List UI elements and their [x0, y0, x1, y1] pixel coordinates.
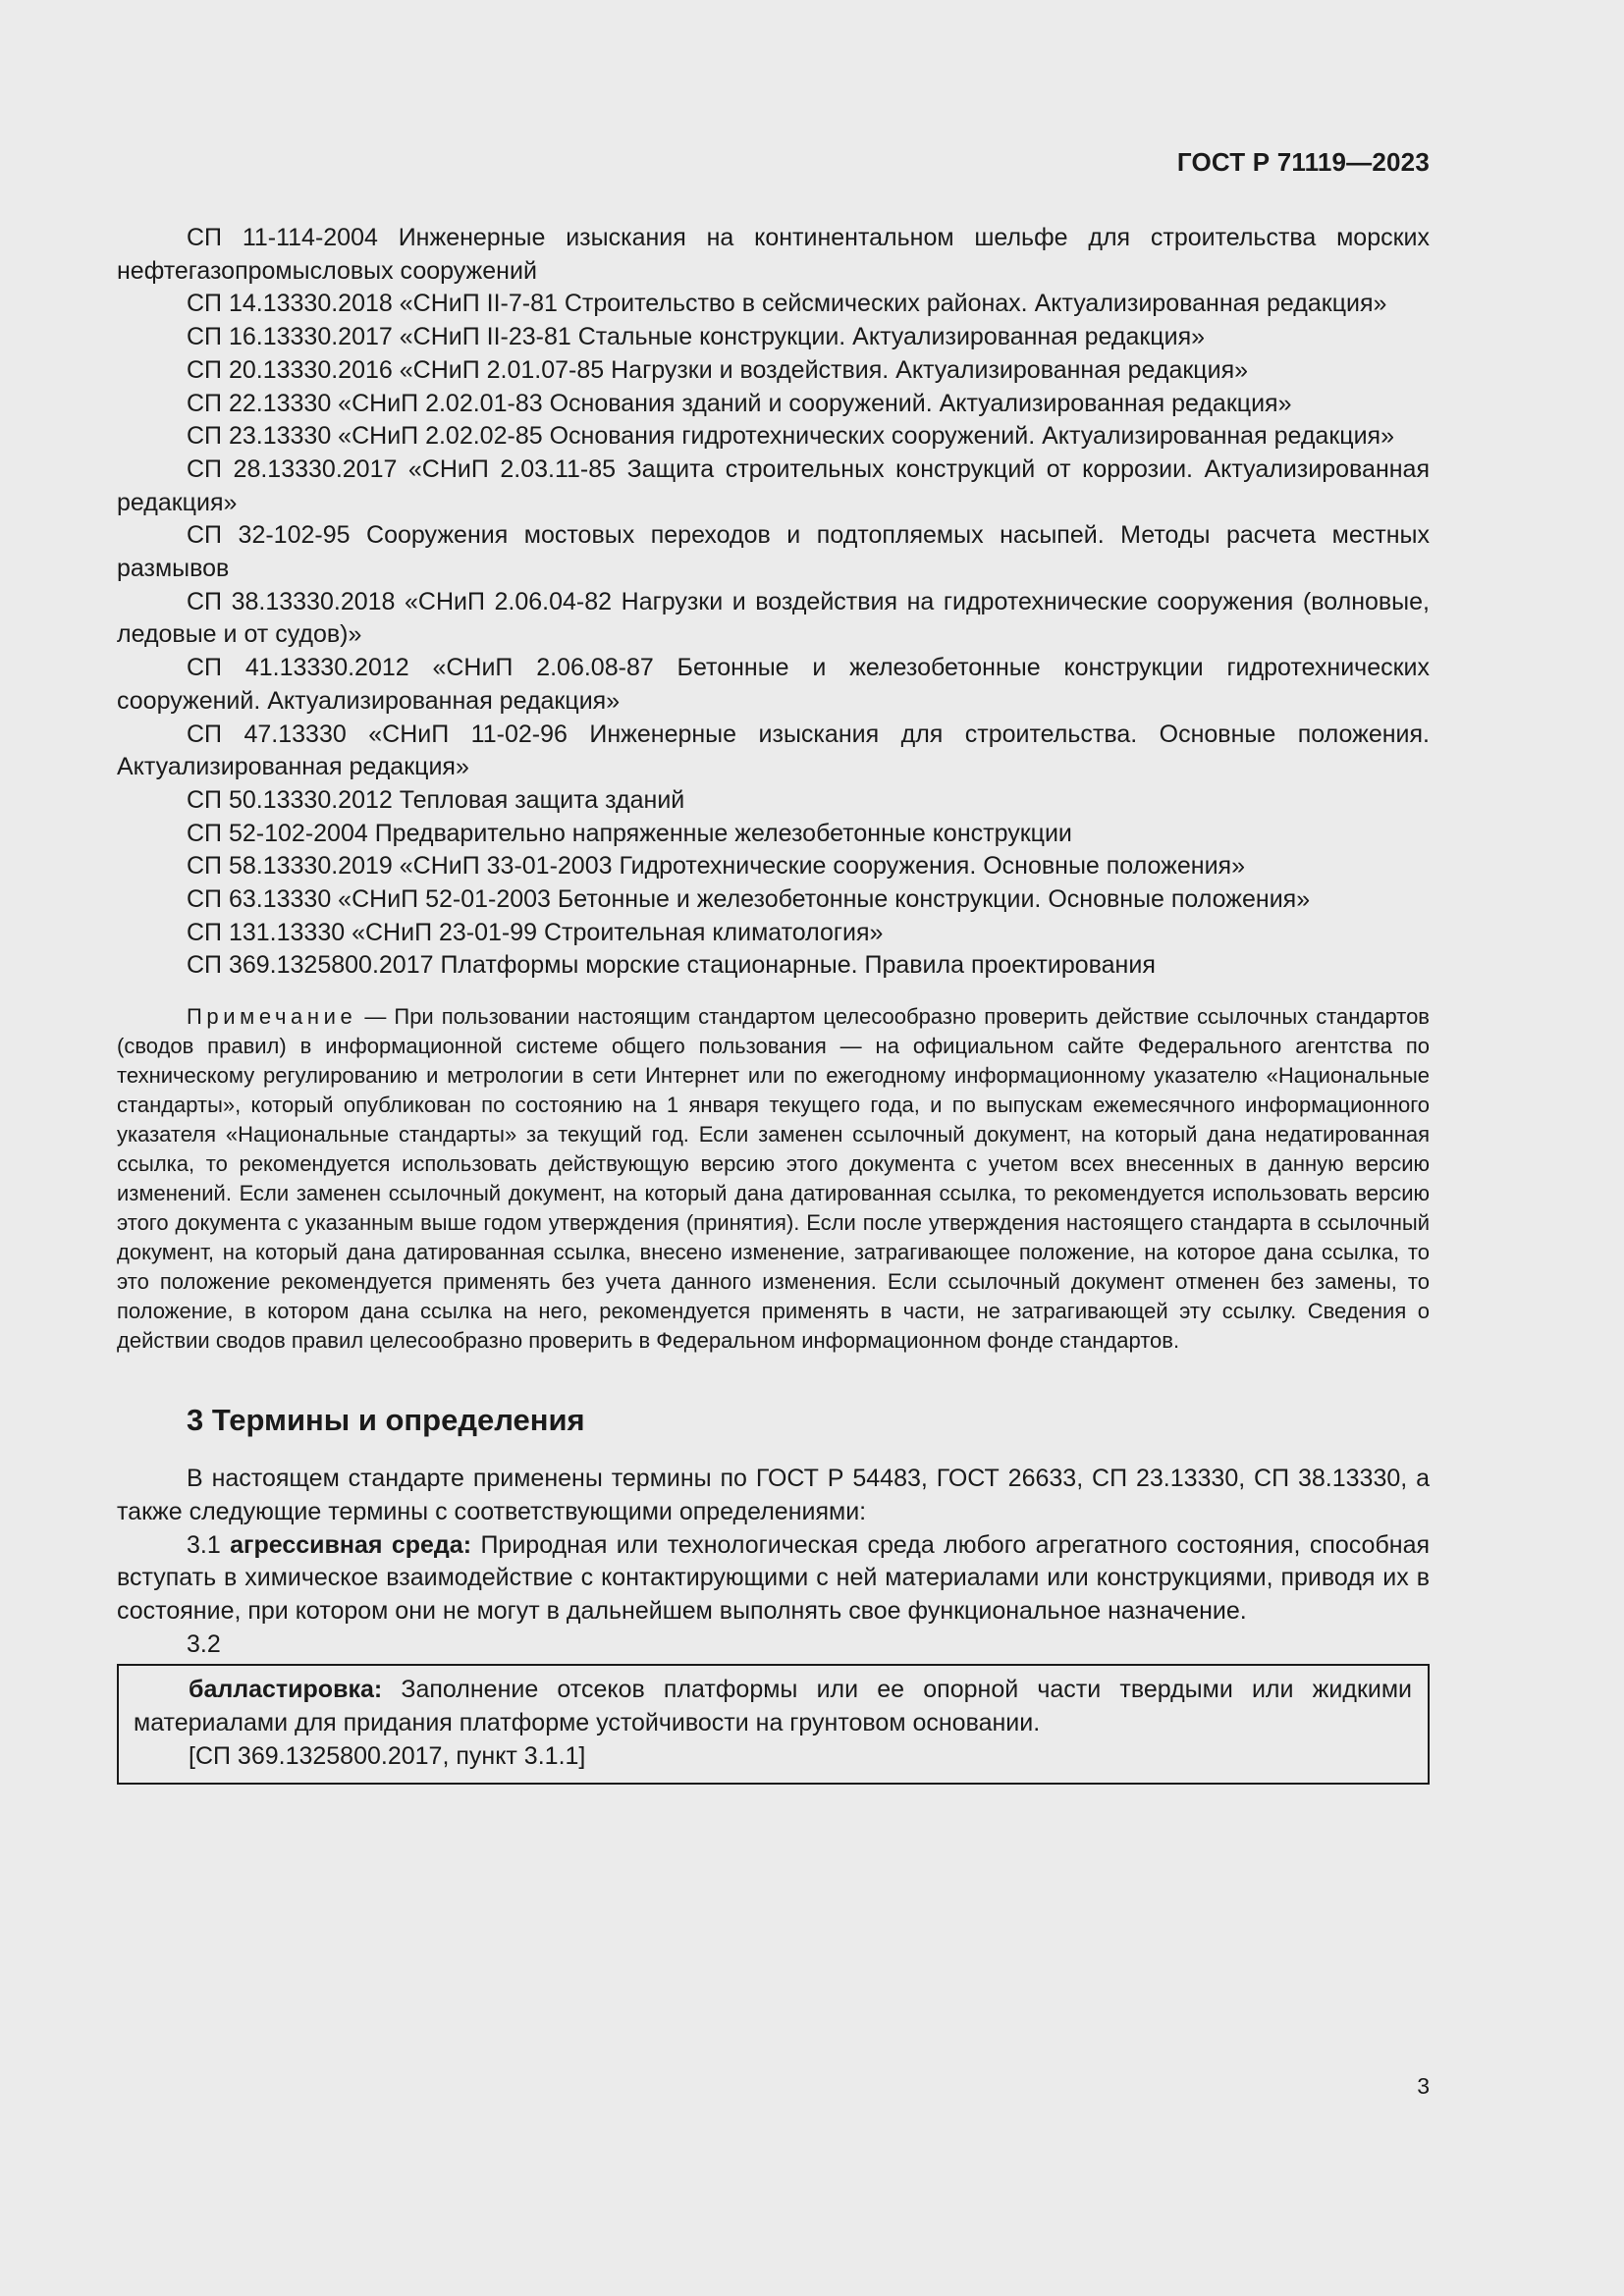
note-text: — При пользовании настоящим стандартом целесообразно проверить действие ссылочных стандартов (сводов правил) в информационной системе общего пользования — на официальном сайте Федерального агентства по техническому регулированию и метрологии в сети Интернет или по ежегодному информационному указателю «Национальные стандарты», который опубликован по состоянию на 1 января текущего года, и по выпускам ежемесячного информационного указателя «Национальные стандарты» за текущий год. Если заменен ссылочный документ, на который дана недатированная ссылка, то рекомендуется использовать действующую версию этого документа с учетом всех внесенных в данную версию изменений. Если заменен ссылочный документ, на который дана датированная ссылка, то рекомендуется использовать версию этого документа с указанным выше годом утверждения (принятия). Если после утверждения настоящего стандарта в ссылочный документ, на который дана датированная ссылка, внесено изменение, затрагивающее положение, на которое дана ссылка, то это положение рекомендуется применять без учета данного изменения. Если ссылочный документ отменен без замены, то положение, в котором дана ссылка на него, рекомендуется применять в части, не затрагивающей эту ссылку. Сведения о действии сводов правил целесообразно проверить в Федеральном информационном фонде стандартов. [117, 1004, 1430, 1354]
normative-references-list [117, 222, 1430, 983]
note-label: Примечание [187, 1004, 357, 1030]
reference-item: СП 16.13330.2017 «СНиП II-23-81 Стальные конструкции. Актуализированная редакция» [187, 323, 1206, 351]
reference-item: СП 52-102-2004 Предварительно напряженные железобетонные конструкции [187, 819, 1072, 847]
section-intro: В настоящем стандарте применены термины по ГОСТ Р 54483, ГОСТ 26633, СП 23.13330, СП 38.13330, а также следующие термины с соответствующими определениями: [117, 1465, 1430, 1525]
page-number: 3 [1417, 2073, 1430, 2099]
reference-item: СП 41.13330.2012 «СНиП 2.06.08-87 Бетонные и железобетонные конструкции гидротехнических сооружений. Актуализированная редакция» [117, 654, 1430, 715]
term-name: агрессивная среда: [230, 1530, 472, 1559]
section-title: 3 Термины и определения [187, 1403, 585, 1438]
reference-item: СП 32-102-95 Сооружения мостовых переходов и подтопляемых насыпей. Методы расчета местных размывов [117, 521, 1430, 583]
reference-item: СП 11-114-2004 Инженерные изыскания на континентальном шельфе для строительства морских нефтегазопромысловых сооружений [117, 224, 1430, 285]
term-3-2 [134, 1674, 1412, 1739]
reference-item: СП 23.13330 «СНиП 2.02.02-85 Основания гидротехнических сооружений. Актуализированная редакция» [187, 422, 1394, 451]
reference-item: СП 58.13330.2019 «СНиП 33-01-2003 Гидротехнические сооружения. Основные положения» [187, 852, 1245, 881]
note-paragraph [117, 1002, 1430, 1356]
term-definition: Природная или технологическая среда любого агрегатного состояния, способная вступать в химическое взаимодействие с контактирующими с ней материалами или конструкциями, приводя их в состояние, при котором они не могут в дальнейшем выполнять свое функциональное назначение. [117, 1530, 1431, 1625]
reference-item: СП 14.13330.2018 «СНиП II-7-81 Строительство в сейсмических районах. Актуализированная редакция» [187, 290, 1387, 318]
term-definition: Заполнение отсеков платформы или ее опорной части твердыми или жидкими материалами для придания платформе устойчивости на грунтовом основании. [134, 1676, 1412, 1737]
term-3-1 [117, 1529, 1430, 1629]
reference-item: СП 20.13330.2016 «СНиП 2.01.07-85 Нагрузки и воздействия. Актуализированная редакция» [187, 355, 1249, 384]
quoted-term-box [117, 1664, 1430, 1784]
reference-item: СП 63.13330 «СНиП 52-01-2003 Бетонные и железобетонные конструкции. Основные положения» [187, 885, 1311, 914]
term-number-3-2: 3.2 [187, 1629, 221, 1658]
document-header: ГОСТ Р 71119—2023 [1176, 147, 1430, 177]
reference-item: СП 22.13330 «СНиП 2.02.01-83 Основания зданий и сооружений. Актуализированная редакция» [187, 389, 1292, 417]
reference-item: СП 47.13330 «СНиП 11-02-96 Инженерные изыскания для строительства. Основные положения. Актуализированная редакция» [117, 720, 1430, 781]
terms-section [117, 1463, 1430, 1784]
reference-item: СП 38.13330.2018 «СНиП 2.06.04-82 Нагрузки и воздействия на гидротехнические сооружения (волновые, ледовые и от судов)» [117, 587, 1430, 649]
page-content [117, 222, 1430, 1785]
reference-item: СП 28.13330.2017 «СНиП 2.03.11-85 Защита строительных конструкций от коррозии. Актуализированная редакция» [117, 454, 1430, 516]
reference-item: СП 131.13330 «СНиП 23-01-99 Строительная климатология» [187, 918, 884, 946]
reference-item: СП 50.13330.2012 Тепловая защита зданий [187, 785, 685, 814]
term-number: 3.1 [187, 1530, 231, 1559]
term-name: балластировка: [189, 1676, 383, 1704]
term-source: [СП 369.1325800.2017, пункт 3.1.1] [189, 1741, 586, 1770]
reference-item: СП 369.1325800.2017 Платформы морские стационарные. Правила проектирования [187, 951, 1156, 980]
